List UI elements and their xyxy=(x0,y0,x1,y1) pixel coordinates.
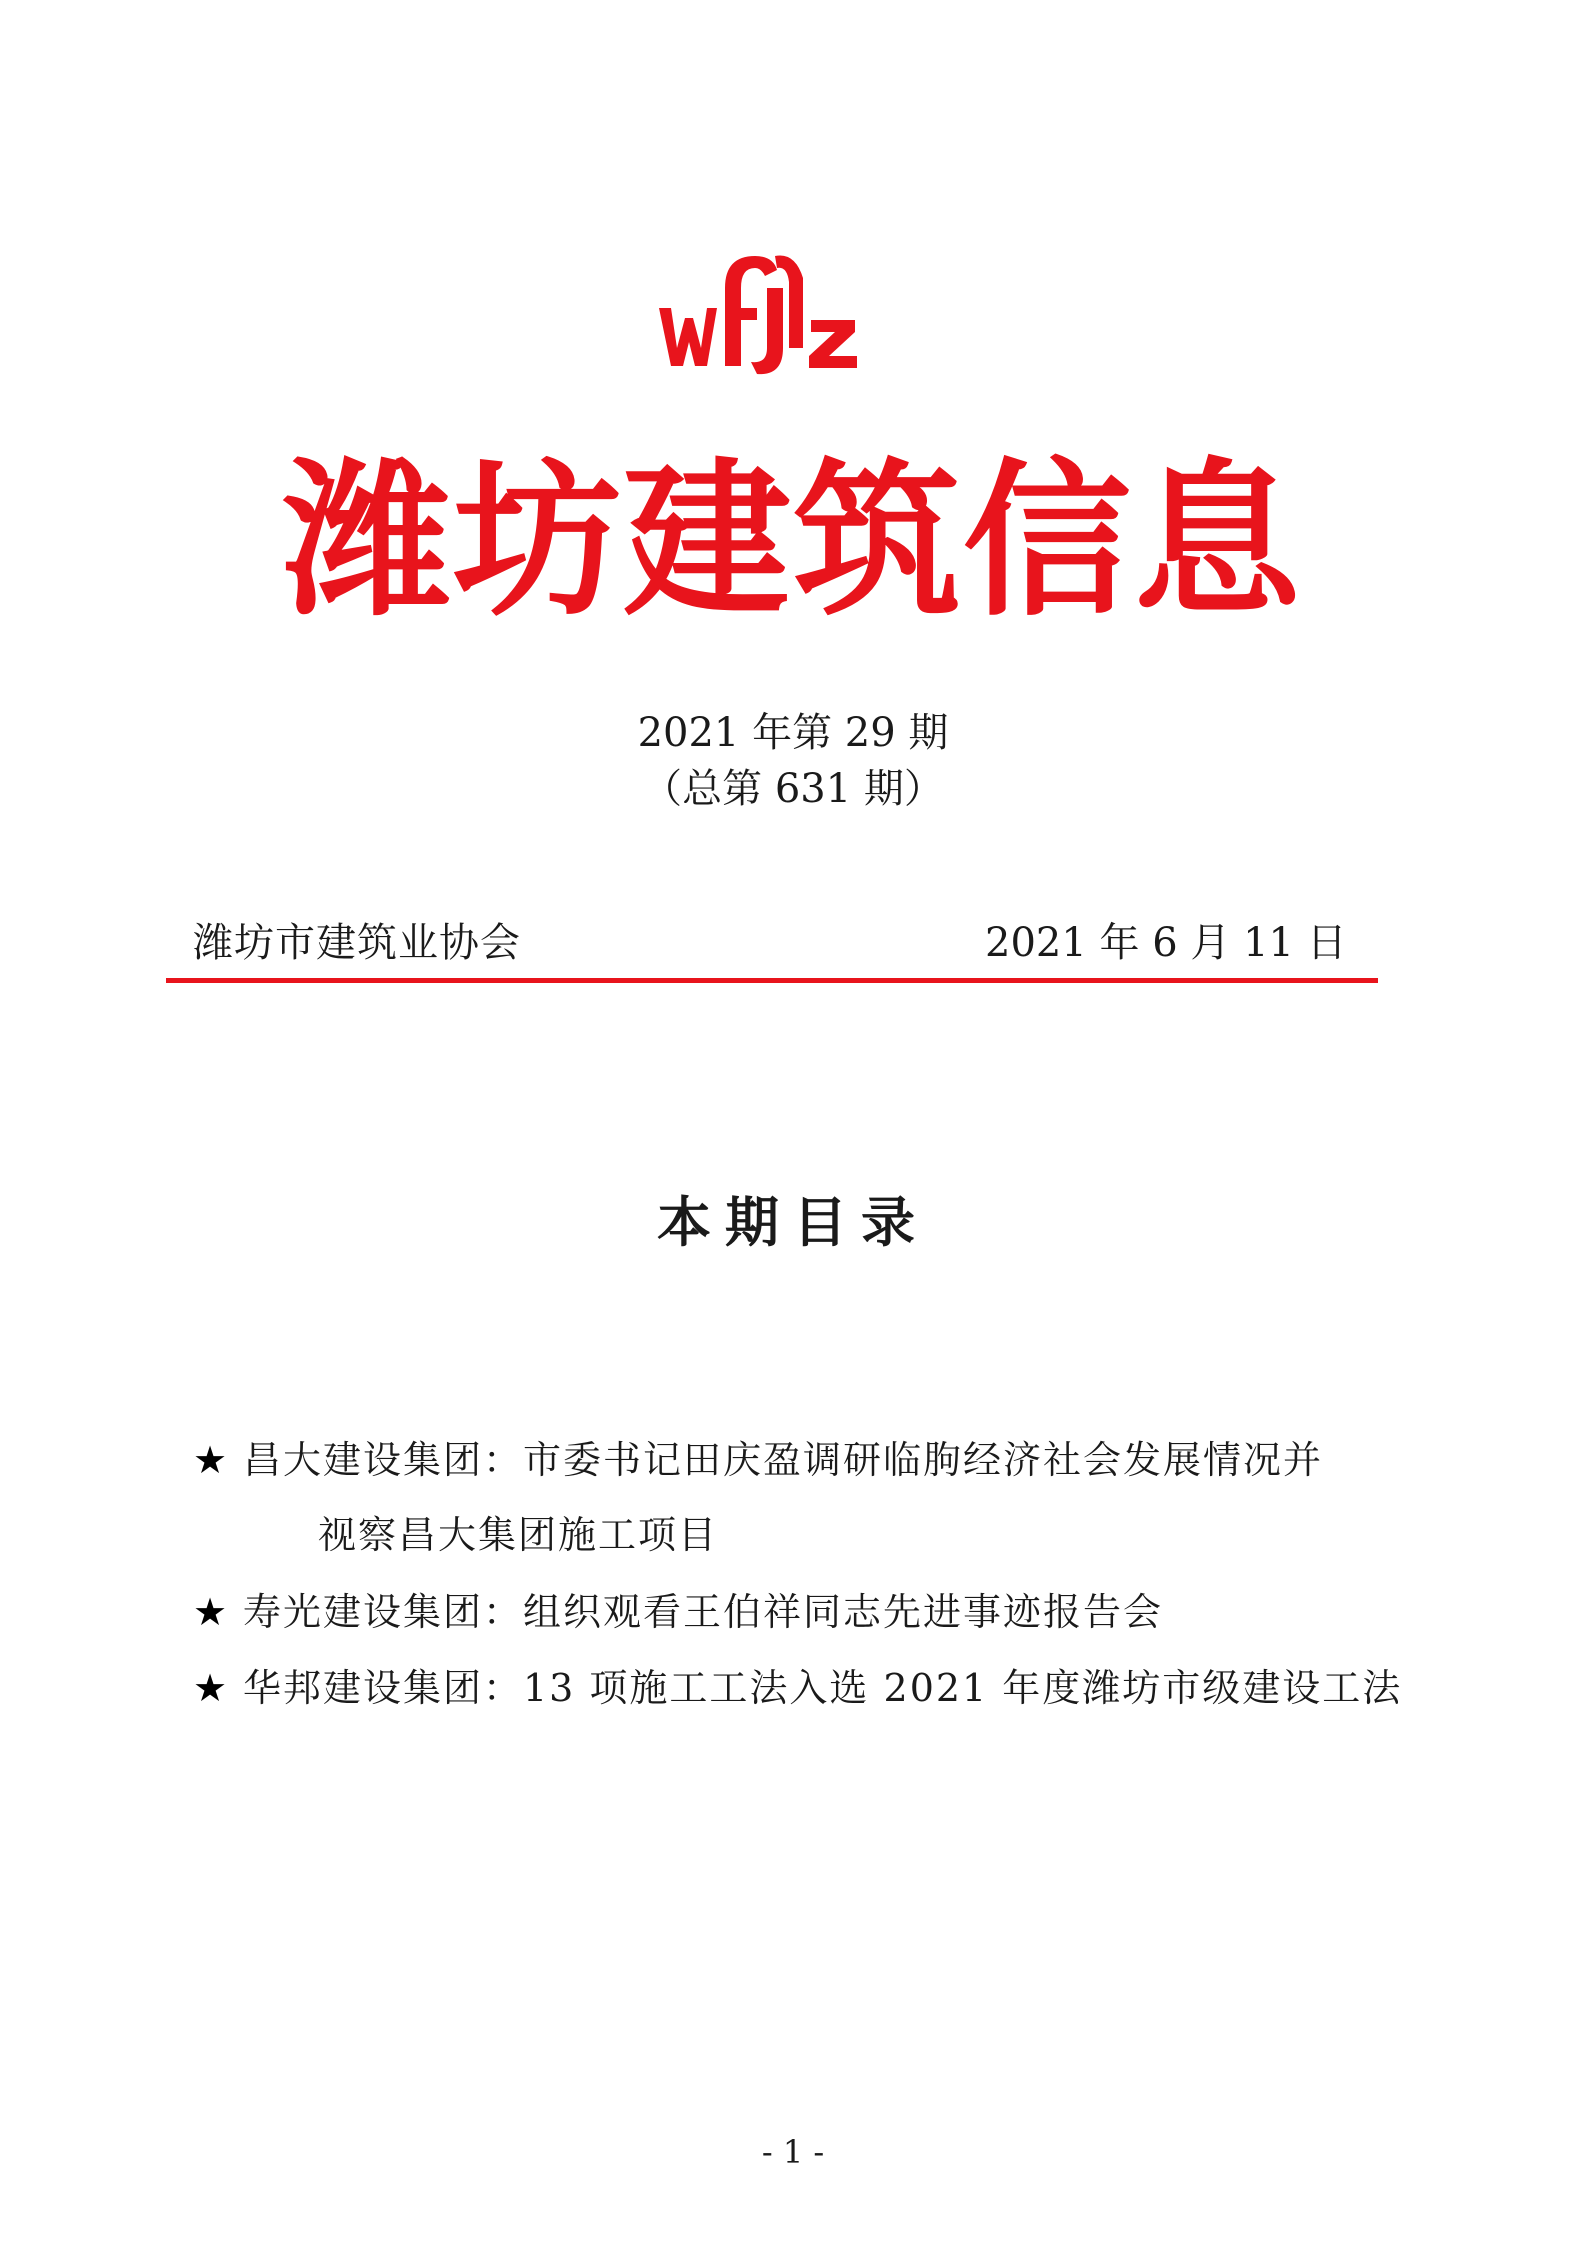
issue-number: 2021 年第 29 期 xyxy=(637,710,949,756)
toc-item xyxy=(193,1435,1323,1485)
toc-item-text: 昌大建设集团：市委书记田庆盈调研临朐经济社会发展情况并 xyxy=(243,1438,1324,1482)
star-icon: ★ xyxy=(193,1438,230,1482)
toc-item-continuation: 视察昌大集团施工项目 xyxy=(318,1513,719,1557)
toc-item xyxy=(193,1587,1163,1637)
page-number: - 1 - xyxy=(761,2133,825,2171)
wfjz-logo-mark xyxy=(655,248,865,378)
toc-item xyxy=(193,1663,1402,1713)
wfjz-logo xyxy=(655,248,865,378)
publication-date: 2021 年 6 月 11 日 xyxy=(985,920,1347,966)
toc-item-text: 寿光建设集团：组织观看王伯祥同志先进事迹报告会 xyxy=(243,1590,1164,1634)
issue-total-number: （总第 631 期） xyxy=(642,766,944,812)
header-divider xyxy=(166,978,1378,983)
star-icon: ★ xyxy=(193,1666,230,1710)
star-icon: ★ xyxy=(193,1590,230,1634)
toc-title: 本期目录 xyxy=(657,1190,929,1254)
toc-item-text: 华邦建设集团：13 项施工工法入选 2021 年度潍坊市级建设工法 xyxy=(243,1666,1403,1710)
publisher-organization: 潍坊市建筑业协会 xyxy=(193,920,521,966)
masthead-title: 潍坊建筑信息 xyxy=(283,441,1303,639)
